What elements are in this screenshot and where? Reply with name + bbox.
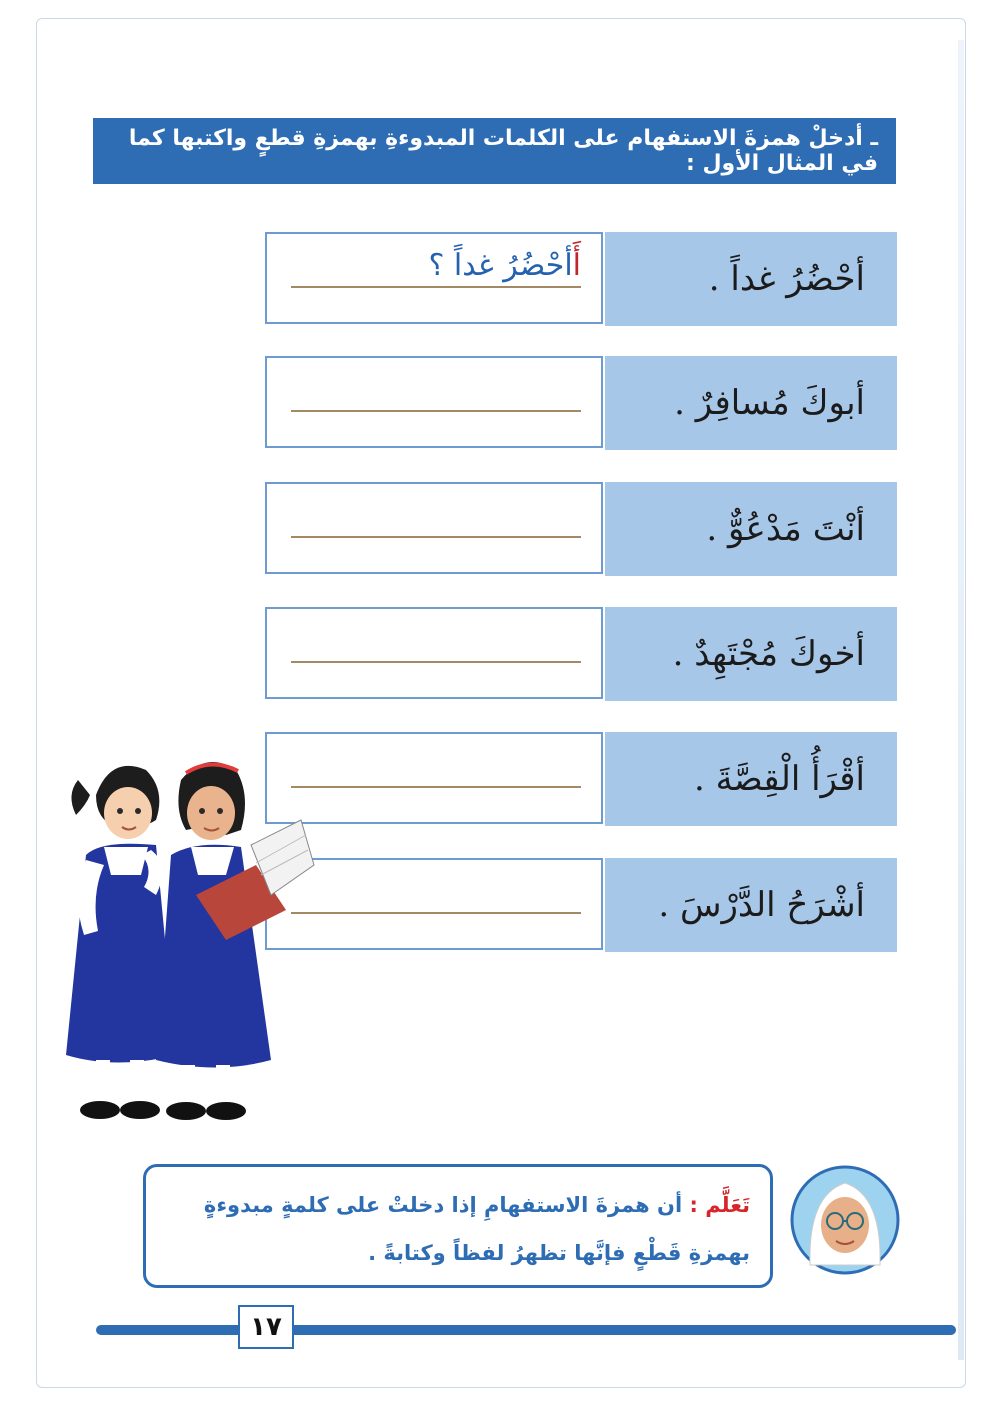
exercise-row-4: [265, 607, 897, 701]
exercise-sentence-cell: [605, 732, 897, 826]
learn-line-1: [166, 1181, 750, 1229]
answer-box[interactable]: [265, 482, 603, 574]
exercise-sentence-cell: [605, 232, 897, 326]
answer-hamza-prefix: أَ: [572, 248, 581, 283]
girl-right-figure: [156, 762, 271, 1120]
footer-bar: [96, 1325, 956, 1335]
teacher-avatar: [790, 1165, 900, 1275]
instruction-text: ـ أدخلْ همزةَ الاستفهام على الكلمات المبدوءةِ بهمزةِ قطعٍ واكتبها كما في المثال الأول :: [128, 126, 878, 176]
answer-writing-line: [291, 536, 581, 538]
answer-writing-line: [291, 286, 581, 288]
exercise-sentence: أنْتَ مَدْعُوٌّ .: [706, 509, 865, 549]
answer-writing-line: [291, 786, 581, 788]
answer-text: [267, 248, 581, 283]
answer-rest: أحْضُرُ غداً ؟: [428, 248, 573, 283]
exercise-sentence: أبوكَ مُسافِرٌ .: [674, 383, 865, 423]
page-edge-strip: [958, 40, 964, 1360]
exercise-row-2: [265, 356, 897, 450]
schoolgirls-illustration: [56, 735, 316, 1140]
answer-box[interactable]: [265, 232, 603, 324]
answer-writing-line: [291, 912, 581, 914]
exercise-sentence-cell: [605, 607, 897, 701]
answer-box[interactable]: [265, 356, 603, 448]
answer-box[interactable]: [265, 607, 603, 699]
learn-note-box: [143, 1164, 773, 1288]
page-number: ١٧: [238, 1305, 294, 1349]
exercise-sentence: أقْرَأُ الْقِصَّةَ .: [693, 759, 865, 799]
exercise-sentence-cell: [605, 356, 897, 450]
learn-line-2: بهمزةِ قَطْعٍ فإنَّها تظهرُ لفظاً وكتابةً .: [368, 1241, 750, 1265]
exercise-sentence: أحْضُرُ غداً .: [708, 259, 865, 299]
exercise-row-6: [265, 858, 897, 952]
exercise-row-1: [265, 232, 897, 326]
learn-tag: تَعَلَّم :: [689, 1193, 750, 1217]
exercise-sentence-cell: [605, 482, 897, 576]
exercise-row-5: [265, 732, 897, 826]
instruction-bar: [93, 118, 896, 184]
exercise-row-3: [265, 482, 897, 576]
answer-writing-line: [291, 410, 581, 412]
learn-text-1: أن همزةَ الاستفهامِ إذا دخلتْ على كلمةٍ مبدوءةٍ: [203, 1193, 683, 1217]
girl-left-figure: [66, 766, 176, 1119]
answer-writing-line: [291, 661, 581, 663]
exercise-sentence: أشْرَحُ الدَّرْسَ .: [658, 885, 865, 925]
exercise-sentence-cell: [605, 858, 897, 952]
exercise-sentence: أخوكَ مُجْتَهِدٌ .: [672, 634, 865, 674]
